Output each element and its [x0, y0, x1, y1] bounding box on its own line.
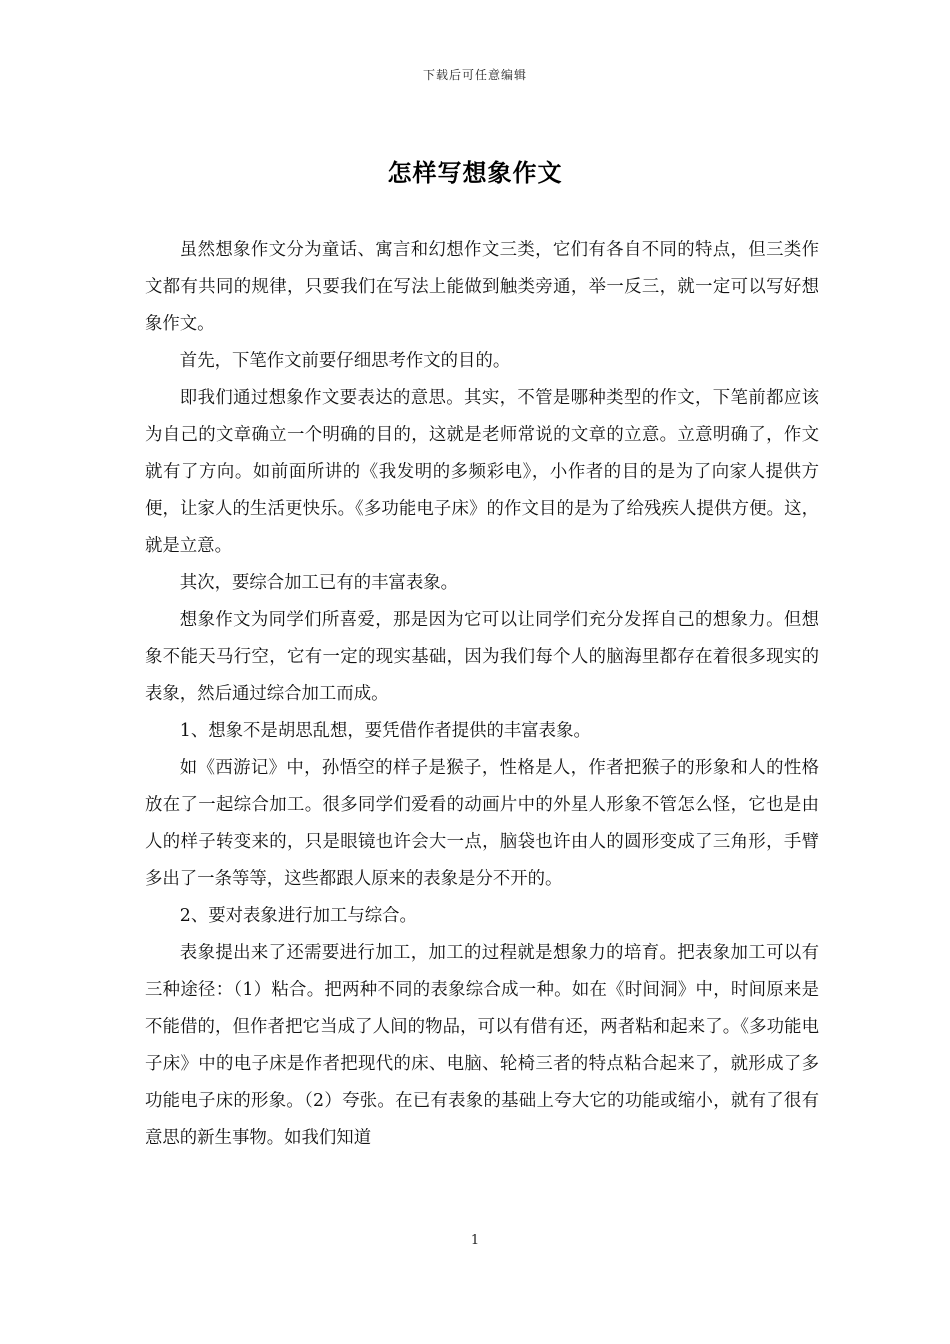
paragraph: 表象提出来了还需要进行加工，加工的过程就是想象力的培育。把表象加工可以有三种途径：（1）粘合。把两种不同的表象综合成一种。如在《时间洞》中，时间原来是不能借的，但作者把它当成了人间的物品，可以有借有还，两者粘和起来了。《多功能电子床》中的电子床是作者把现代的床、电脑、轮椅三者的特点粘合起来了，就形成了多功能电子床的形象。（2）夸张。在已有表象的基础上夸大它的功能或缩小，就有了很有意思的新生事物。如我们知道 [145, 943, 819, 1148]
document-body [145, 232, 819, 1157]
paragraph: 想象作文为同学们所喜爱，那是因为它可以让同学们充分发挥自己的想象力。但想象不能天马行空，它有一定的现实基础，因为我们每个人的脑海里都存在着很多现实的表象，然后通过综合加工而成。 [145, 610, 819, 704]
paragraph: 首先，下笔作文前要仔细思考作文的目的。 [179, 351, 511, 371]
paragraph: 如《西游记》中，孙悟空的样子是猴子，性格是人，作者把猴子的形象和人的性格放在了一起综合加工。很多同学们爱看的动画片中的外星人形象不管怎么怪，它也是由人的样子转变来的，只是眼镜也许会大一点，脑袋也许由人的圆形变成了三角形，手臂多出了一条等等，这些都跟人原来的表象是分不开的。 [145, 758, 819, 889]
paragraph: 虽然想象作文分为童话、寓言和幻想作文三类，它们有各自不同的特点，但三类作文都有共同的规律，只要我们在写法上能做到触类旁通，举一反三，就一定可以写好想象作文。 [145, 240, 819, 334]
paragraph: 即我们通过想象作文要表达的意思。其实，不管是哪种类型的作文，下笔前都应该为自己的文章确立一个明确的目的，这就是老师常说的文章的立意。立意明确了，作文就有了方向。如前面所讲的《我发明的多频彩电》，小作者的目的是为了向家人提供方便，让家人的生活更快乐。《多功能电子床》的作文目的是为了给残疾人提供方便。这，就是立意。 [145, 388, 819, 556]
page-header: 下载后可任意编辑 [422, 68, 527, 82]
document-title: 怎样写想象作文 [387, 158, 563, 187]
paragraph: 2、要对表象进行加工与综合。 [179, 906, 417, 926]
paragraph: 其次，要综合加工已有的丰富表象。 [179, 573, 459, 593]
paragraph: 1、想象不是胡思乱想，要凭借作者提供的丰富表象。 [179, 721, 591, 741]
page-number: 1 [470, 1233, 480, 1248]
